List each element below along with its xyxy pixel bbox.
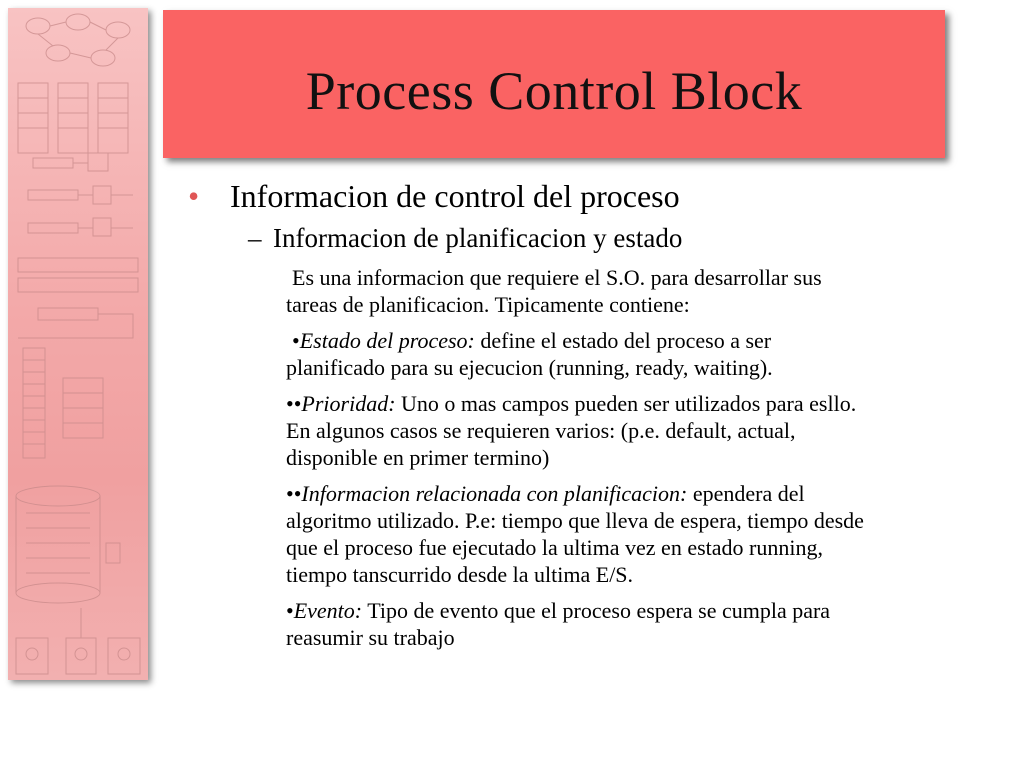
paragraph-term: Evento: (293, 598, 363, 623)
paragraph-text: ependera del algoritmo utilizado. P.e: tiempo que lleva de espera, tiempo desde que el proceso fue ejecutado la ultima vez en estado running, tiempo tanscurrido desde la ultima E/S. (286, 481, 864, 587)
paragraph-term: Estado del proceso: (299, 328, 475, 353)
paragraph-text: Tipo de evento que el proceso espera se cumpla para reasumir su trabajo (286, 598, 831, 650)
paragraph-prefix: • (286, 598, 294, 623)
paragraph-text: Uno o mas campos pueden ser utilizados para esllo. En algunos casos se requieren varios: (p.e. default, actual, disponible en primer termino) (286, 391, 857, 470)
bullet-level1 (180, 176, 980, 216)
title-banner (163, 10, 945, 158)
paragraph-evento (180, 597, 874, 651)
paragraph-prefix: • (292, 328, 300, 353)
bullet-level2 (180, 222, 980, 254)
paragraph-intro (180, 264, 874, 318)
sub-bullet-text: Informacion de planificacion y estado (273, 223, 683, 253)
paragraph-term: Prioridad: (301, 391, 396, 416)
faded-diagram-illustration (8, 8, 148, 680)
paragraph-planificacion (180, 480, 874, 588)
paragraph-prioridad (180, 390, 874, 471)
slide-title: Process Control Block (305, 61, 803, 121)
paragraph-text: Es una informacion que requiere el S.O. para desarrollar sus tareas de planificacion. Tipicamente contiene: (286, 265, 822, 317)
paragraph-term: Informacion relacionada con planificacion: (301, 481, 688, 506)
paragraph-prefix: •• (286, 391, 302, 416)
decorative-diagram-strip (8, 8, 148, 680)
bullet-text: Informacion de control del proceso (230, 178, 680, 214)
paragraph-prefix: •• (286, 481, 302, 506)
bullet-marker: • (188, 178, 200, 214)
paragraph-text: define el estado del proceso a ser planificado para su ejecucion (running, ready, waiting). (286, 328, 773, 380)
slide-content (180, 176, 980, 651)
dash-marker: – (248, 223, 262, 253)
paragraph-estado (180, 327, 874, 381)
